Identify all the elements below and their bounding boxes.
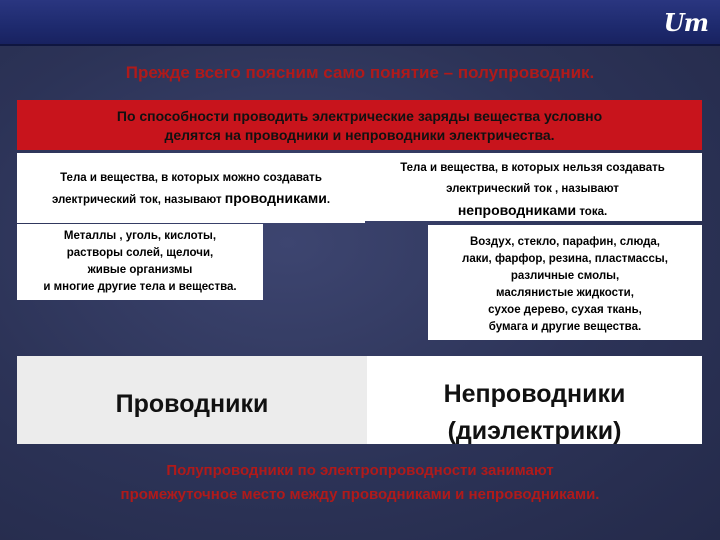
conductors-example-line: растворы солей, щелочи, [66, 247, 214, 259]
insulators-example-line: сухое дерево, сухая ткань, [488, 304, 642, 316]
page-heading: Прежде всего поясним само понятие – полупроводник. [125, 63, 595, 82]
conductors-example-line: Металлы , уголь, кислоты, [63, 230, 217, 242]
insulators-example-line: Воздух, стекло, парафин, слюда, [469, 236, 661, 248]
conductors-def-line-1: Тела и вещества, в которых можно создавать [60, 172, 322, 184]
conductors-label-box [17, 356, 367, 444]
insulators-def-suffix: тока. [576, 206, 608, 218]
logo: Um [663, 8, 708, 37]
title-bar [0, 0, 720, 46]
conclusion-line-2: промежуточное место между проводниками и непроводниками. [120, 486, 600, 503]
conductors-example-line: и многие другие тела и вещества. [43, 281, 237, 293]
conclusion-line-1: Полупроводники по электропроводности занимают [166, 462, 554, 479]
insulators-example-line: лаки, фарфор, резина, пластмассы, [462, 253, 668, 265]
intro-box [17, 100, 702, 150]
conductors-definition [17, 153, 365, 223]
insulators-example-line: различные смолы, [510, 270, 620, 282]
insulators-def-line-3 [363, 200, 702, 223]
insulators-def-line-1: Тела и вещества, в которых нельзя создавать [400, 162, 665, 174]
intro-line-1: По способности проводить электрические заряды вещества условно [116, 108, 603, 124]
insulators-example-line: бумага и другие вещества. [488, 321, 642, 333]
conductors-example-line: живые организмы [87, 264, 193, 276]
conductors-label: Проводники [115, 390, 269, 418]
conductors-term: проводниками [224, 190, 327, 206]
conductors-def-prefix: электрический ток, называют [51, 194, 225, 206]
insulators-label: Непроводники [443, 380, 626, 408]
conductors-def-line-2 [17, 188, 365, 210]
conductors-examples [17, 224, 263, 300]
conclusion-text [0, 459, 720, 507]
intro-line-2: делятся на проводники и непроводники электричества. [164, 127, 555, 143]
insulators-examples [428, 225, 702, 340]
conductors-def-suffix: . [326, 194, 331, 206]
insulators-label-box [367, 356, 702, 444]
insulators-example-line: маслянистые жидкости, [496, 287, 634, 299]
insulators-label-alt: (диэлектрики) [447, 417, 622, 445]
insulators-term: непроводниками [457, 202, 577, 218]
insulators-def-line-2: электрический ток , называют [446, 183, 619, 195]
insulators-definition [363, 153, 702, 221]
